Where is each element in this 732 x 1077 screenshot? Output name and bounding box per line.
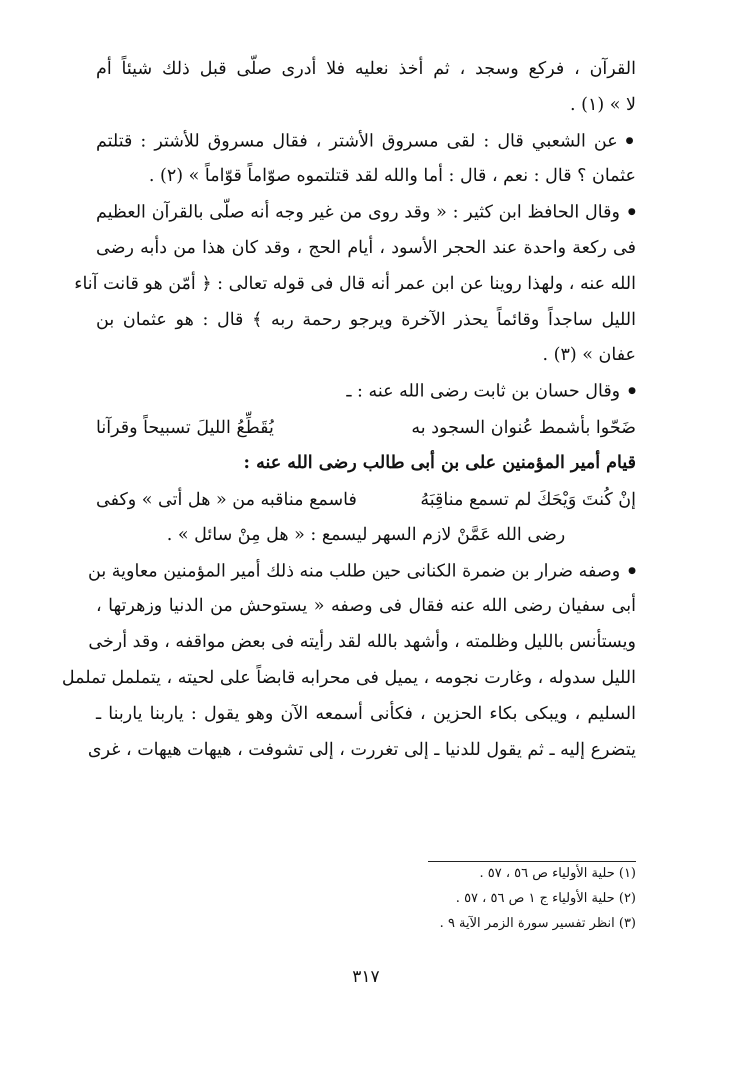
text-line: لا » (١) .: [570, 94, 636, 115]
text-line: ● وصفه ضرار بن ضمرة الكنانى حين طلب منه ذلك أمير المؤمنين معاوية بن: [96, 554, 636, 590]
text-line: عفان » (٣) .: [542, 345, 636, 366]
text-line: القرآن ، فركع وسجد ، ثم أخذ نعليه فلا أدرى صلّى قبل ذلك شيئاً أم: [96, 59, 636, 79]
text-line: ● عن الشعبي قال : لقى مسروق الأشتر ، فقال مسروق للأشتر : قتلتم: [96, 124, 636, 160]
text-line: الليل سدوله ، وغارت نجومه ، يميل فى محرابه قابضاً على لحيته ، يتململ تململ: [61, 667, 636, 688]
text-line: ● وقال الحافظ ابن كثير : « وقد روى من غير وجه أنه صلّى بالقرآن العظيم: [96, 195, 636, 231]
paragraph-block-1: [74, 52, 636, 410]
verse-2-second-hemistich: فاسمع مناقبه من « هل أتى » وكفى: [96, 489, 357, 510]
page-number: ٣١٧: [352, 967, 380, 987]
text-line: ● وقال حسان بن ثابت رضى الله عنه : ـ: [96, 374, 636, 410]
text-line: الله عنه ، ولهذا روينا عن ابن عمر أنه قال فى قوله تعالى : ﴿ أمّن هو قانت آناء: [74, 273, 636, 294]
footnote-1: (١) حلية الأولياء ص ٥٦ ، ٥٧ .: [479, 866, 636, 881]
verse-line-2: [96, 482, 636, 518]
text-line: السليم ، ويبكى بكاء الحزين ، فكأنى أسمعه الآن وهو يقول : ياربنا ياربنا ـ: [96, 703, 636, 724]
verse-line-1: [96, 410, 636, 446]
footnote-2: (٢) حلية الأولياء ج ١ ص ٥٦ ، ٥٧ .: [455, 891, 636, 906]
text-line: الليل ساجداً وقائماً يحذر الآخرة ويرجو رحمة ربه ﴾ قال : هو عثمان بن: [96, 309, 636, 330]
footnotes: [96, 861, 636, 936]
text-line: أبى سفيان رضى الله عنه فقال فى وصفه « يستوحش من الدنيا وزهرتها ،: [96, 596, 636, 617]
verse-1-second-hemistich: يُقَطِّعُ الليلَ تسبيحاً وقرآنا: [96, 417, 274, 438]
verse-2-first-hemistich: إنْ كُنتَ وَيْحَكَ لم تسمع مناقِبَهُ: [420, 489, 636, 510]
verse-1-first-hemistich: ضَحّوا بأشمط عُنوان السجود به: [411, 417, 636, 438]
text-line: ويستأنس بالليل وظلمته ، وأشهد بالله لقد رأيته فى بعض مواقفه ، وقد أرخى: [88, 632, 636, 653]
footnote-3: (٣) انظر تفسير سورة الزمر الآية ٩ .: [439, 916, 636, 931]
page-body: [61, 52, 636, 768]
footnote-divider: [428, 861, 636, 862]
verse-2-continuation: رضى الله عَمَّنْ لازم السهر ليسمع : « هل مِنْ سائل » .: [166, 524, 566, 545]
text-line: عثمان ؟ قال : نعم ، قال : أما والله لقد قتلتموه صوّاماً قوّاماً » (٢) .: [148, 166, 636, 187]
paragraph-block-2: [61, 554, 636, 769]
text-line: يتضرع إليه ـ ثم يقول للدنيا ـ إلى تغررت ، إلى تشوفت ، هيهات هيهات ، غرى: [87, 739, 636, 760]
text-line: فى ركعة واحدة عند الحجر الأسود ، أيام الحج ، وقد كان هذا من دأبه رضى: [96, 237, 636, 258]
section-heading: قيام أمير المؤمنين على بن أبى طالب رضى الله عنه :: [243, 452, 636, 473]
